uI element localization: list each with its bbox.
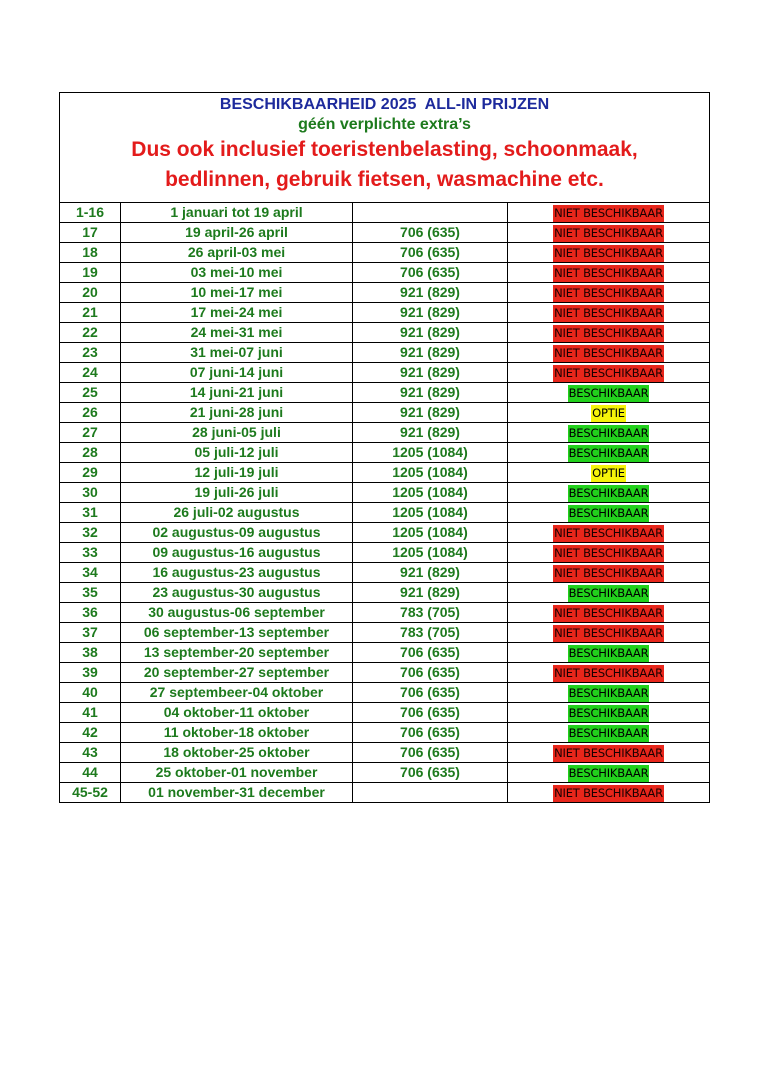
period: 21 juni-28 juni [121,403,353,423]
table-row [60,603,710,623]
status-badge: NIET BESCHIKBAAR [554,246,663,260]
week-number: 20 [60,283,121,303]
price: 921 (829) [353,343,508,363]
status-cell [508,203,710,223]
week-number: 38 [60,643,121,663]
period: 04 oktober-11 oktober [121,703,353,723]
header-block [60,93,710,203]
price: 921 (829) [353,563,508,583]
status-cell [508,323,710,343]
period: 11 oktober-18 oktober [121,723,353,743]
status-badge: NIET BESCHIKBAAR [554,666,663,680]
status-cell [508,623,710,643]
period: 17 mei-24 mei [121,303,353,323]
table-row [60,503,710,523]
status-cell [508,303,710,323]
price: 921 (829) [353,583,508,603]
price: 921 (829) [353,363,508,383]
inclusive-note-line-2: bedlinnen, gebruik fietsen, wasmachine etc. [165,168,604,191]
status-cell [508,683,710,703]
period: 06 september-13 september [121,623,353,643]
week-number: 35 [60,583,121,603]
table-row [60,623,710,643]
status-cell [508,463,710,483]
price: 706 (635) [353,643,508,663]
period: 14 juni-21 juni [121,383,353,403]
week-number: 30 [60,483,121,503]
status-badge: BESCHIKBAAR [568,506,649,520]
price: 706 (635) [353,663,508,683]
price: 1205 (1084) [353,463,508,483]
status-cell [508,383,710,403]
week-number: 23 [60,343,121,363]
status-badge: BESCHIKBAAR [568,686,649,700]
table-row [60,363,710,383]
week-number: 41 [60,703,121,723]
period: 09 augustus-16 augustus [121,543,353,563]
price: 921 (829) [353,303,508,323]
status-cell [508,523,710,543]
price: 706 (635) [353,263,508,283]
week-number: 44 [60,763,121,783]
week-number: 26 [60,403,121,423]
status-cell [508,263,710,283]
status-cell [508,603,710,623]
week-number: 28 [60,443,121,463]
status-badge: NIET BESCHIKBAAR [554,746,663,760]
status-cell [508,583,710,603]
week-number: 45-52 [60,783,121,803]
period: 26 april-03 mei [121,243,353,263]
status-badge: NIET BESCHIKBAAR [554,566,663,580]
period: 05 juli-12 juli [121,443,353,463]
period: 10 mei-17 mei [121,283,353,303]
table-row [60,583,710,603]
table-row [60,683,710,703]
price: 1205 (1084) [353,523,508,543]
period: 23 augustus-30 augustus [121,583,353,603]
table-row [60,323,710,343]
status-badge: NIET BESCHIKBAAR [554,226,663,240]
header-row [60,93,710,203]
status-cell [508,543,710,563]
period: 24 mei-31 mei [121,323,353,343]
status-cell [508,483,710,503]
status-cell [508,403,710,423]
week-number: 24 [60,363,121,383]
table-row [60,783,710,803]
period: 18 oktober-25 oktober [121,743,353,763]
week-number: 39 [60,663,121,683]
week-number: 18 [60,243,121,263]
table-row [60,703,710,723]
status-badge: NIET BESCHIKBAAR [554,206,663,220]
table-row [60,523,710,543]
price: 921 (829) [353,403,508,423]
table-row [60,563,710,583]
table-row [60,303,710,323]
price: 706 (635) [353,683,508,703]
table-row [60,263,710,283]
status-badge: BESCHIKBAAR [568,446,649,460]
table-row [60,443,710,463]
status-badge: BESCHIKBAAR [568,586,649,600]
table-row [60,463,710,483]
table-row [60,203,710,223]
week-number: 34 [60,563,121,583]
period: 28 juni-05 juli [121,423,353,443]
price: 706 (635) [353,223,508,243]
status-cell [508,503,710,523]
period: 31 mei-07 juni [121,343,353,363]
status-badge: NIET BESCHIKBAAR [554,366,663,380]
week-number: 36 [60,603,121,623]
status-cell [508,343,710,363]
table-row [60,483,710,503]
week-number: 43 [60,743,121,763]
table-row [60,403,710,423]
period: 01 november-31 december [121,783,353,803]
status-cell [508,743,710,763]
price: 783 (705) [353,603,508,623]
price: 706 (635) [353,703,508,723]
week-number: 17 [60,223,121,243]
week-number: 21 [60,303,121,323]
week-number: 19 [60,263,121,283]
status-cell [508,643,710,663]
availability-table [59,92,710,803]
status-badge: BESCHIKBAAR [568,706,649,720]
table-row [60,643,710,663]
price: 921 (829) [353,283,508,303]
period: 1 januari tot 19 april [121,203,353,223]
period: 12 juli-19 juli [121,463,353,483]
week-number: 29 [60,463,121,483]
price: 1205 (1084) [353,503,508,523]
table-row [60,663,710,683]
status-cell [508,443,710,463]
status-badge: NIET BESCHIKBAAR [554,606,663,620]
period: 26 juli-02 augustus [121,503,353,523]
status-badge: NIET BESCHIKBAAR [554,626,663,640]
price: 1205 (1084) [353,483,508,503]
price: 921 (829) [353,383,508,403]
status-badge: NIET BESCHIKBAAR [554,286,663,300]
status-badge: OPTIE [592,406,625,420]
period: 03 mei-10 mei [121,263,353,283]
price: 706 (635) [353,243,508,263]
price: 921 (829) [353,323,508,343]
price: 706 (635) [353,763,508,783]
week-number: 31 [60,503,121,523]
status-badge: NIET BESCHIKBAAR [554,786,663,800]
status-badge: NIET BESCHIKBAAR [554,266,663,280]
period: 02 augustus-09 augustus [121,523,353,543]
period: 25 oktober-01 november [121,763,353,783]
table-row [60,723,710,743]
status-cell [508,363,710,383]
status-badge: BESCHIKBAAR [568,426,649,440]
price [353,783,508,803]
table-row [60,543,710,563]
status-cell [508,783,710,803]
status-badge: BESCHIKBAAR [568,726,649,740]
week-number: 1-16 [60,203,121,223]
table-row [60,283,710,303]
week-number: 37 [60,623,121,643]
price: 1205 (1084) [353,443,508,463]
period: 30 augustus-06 september [121,603,353,623]
period: 19 april-26 april [121,223,353,243]
status-cell [508,423,710,443]
period: 19 juli-26 juli [121,483,353,503]
status-cell [508,763,710,783]
week-number: 32 [60,523,121,543]
status-badge: NIET BESCHIKBAAR [554,526,663,540]
status-cell [508,703,710,723]
page-title: BESCHIKBAARHEID 2025 ALL-IN PRIJZEN [219,96,550,113]
period: 20 september-27 september [121,663,353,683]
availability-rows [60,203,710,803]
week-number: 27 [60,423,121,443]
status-badge: BESCHIKBAAR [568,766,649,780]
status-badge: BESCHIKBAAR [568,646,649,660]
status-cell [508,243,710,263]
price: 783 (705) [353,623,508,643]
period: 13 september-20 september [121,643,353,663]
table-row [60,743,710,763]
week-number: 42 [60,723,121,743]
status-badge: BESCHIKBAAR [568,386,649,400]
status-cell [508,723,710,743]
status-cell [508,563,710,583]
period: 16 augustus-23 augustus [121,563,353,583]
status-badge: NIET BESCHIKBAAR [554,306,663,320]
status-badge: NIET BESCHIKBAAR [554,546,663,560]
status-badge: NIET BESCHIKBAAR [554,326,663,340]
status-cell [508,223,710,243]
inclusive-note-line-1: Dus ook inclusief toeristenbelasting, schoonmaak, [131,138,638,161]
status-badge: NIET BESCHIKBAAR [554,346,663,360]
table-row [60,223,710,243]
table-row [60,423,710,443]
status-badge: BESCHIKBAAR [568,486,649,500]
table-row [60,383,710,403]
week-number: 33 [60,543,121,563]
period: 07 juni-14 juni [121,363,353,383]
price [353,203,508,223]
table-row [60,243,710,263]
table-row [60,343,710,363]
price: 706 (635) [353,723,508,743]
subtitle: géén verplichte extra’s [298,116,471,133]
price: 921 (829) [353,423,508,443]
status-cell [508,283,710,303]
price: 1205 (1084) [353,543,508,563]
status-cell [508,663,710,683]
table-row [60,763,710,783]
week-number: 40 [60,683,121,703]
price: 706 (635) [353,743,508,763]
period: 27 septembeer-04 oktober [121,683,353,703]
week-number: 22 [60,323,121,343]
status-badge: OPTIE [592,466,625,480]
week-number: 25 [60,383,121,403]
